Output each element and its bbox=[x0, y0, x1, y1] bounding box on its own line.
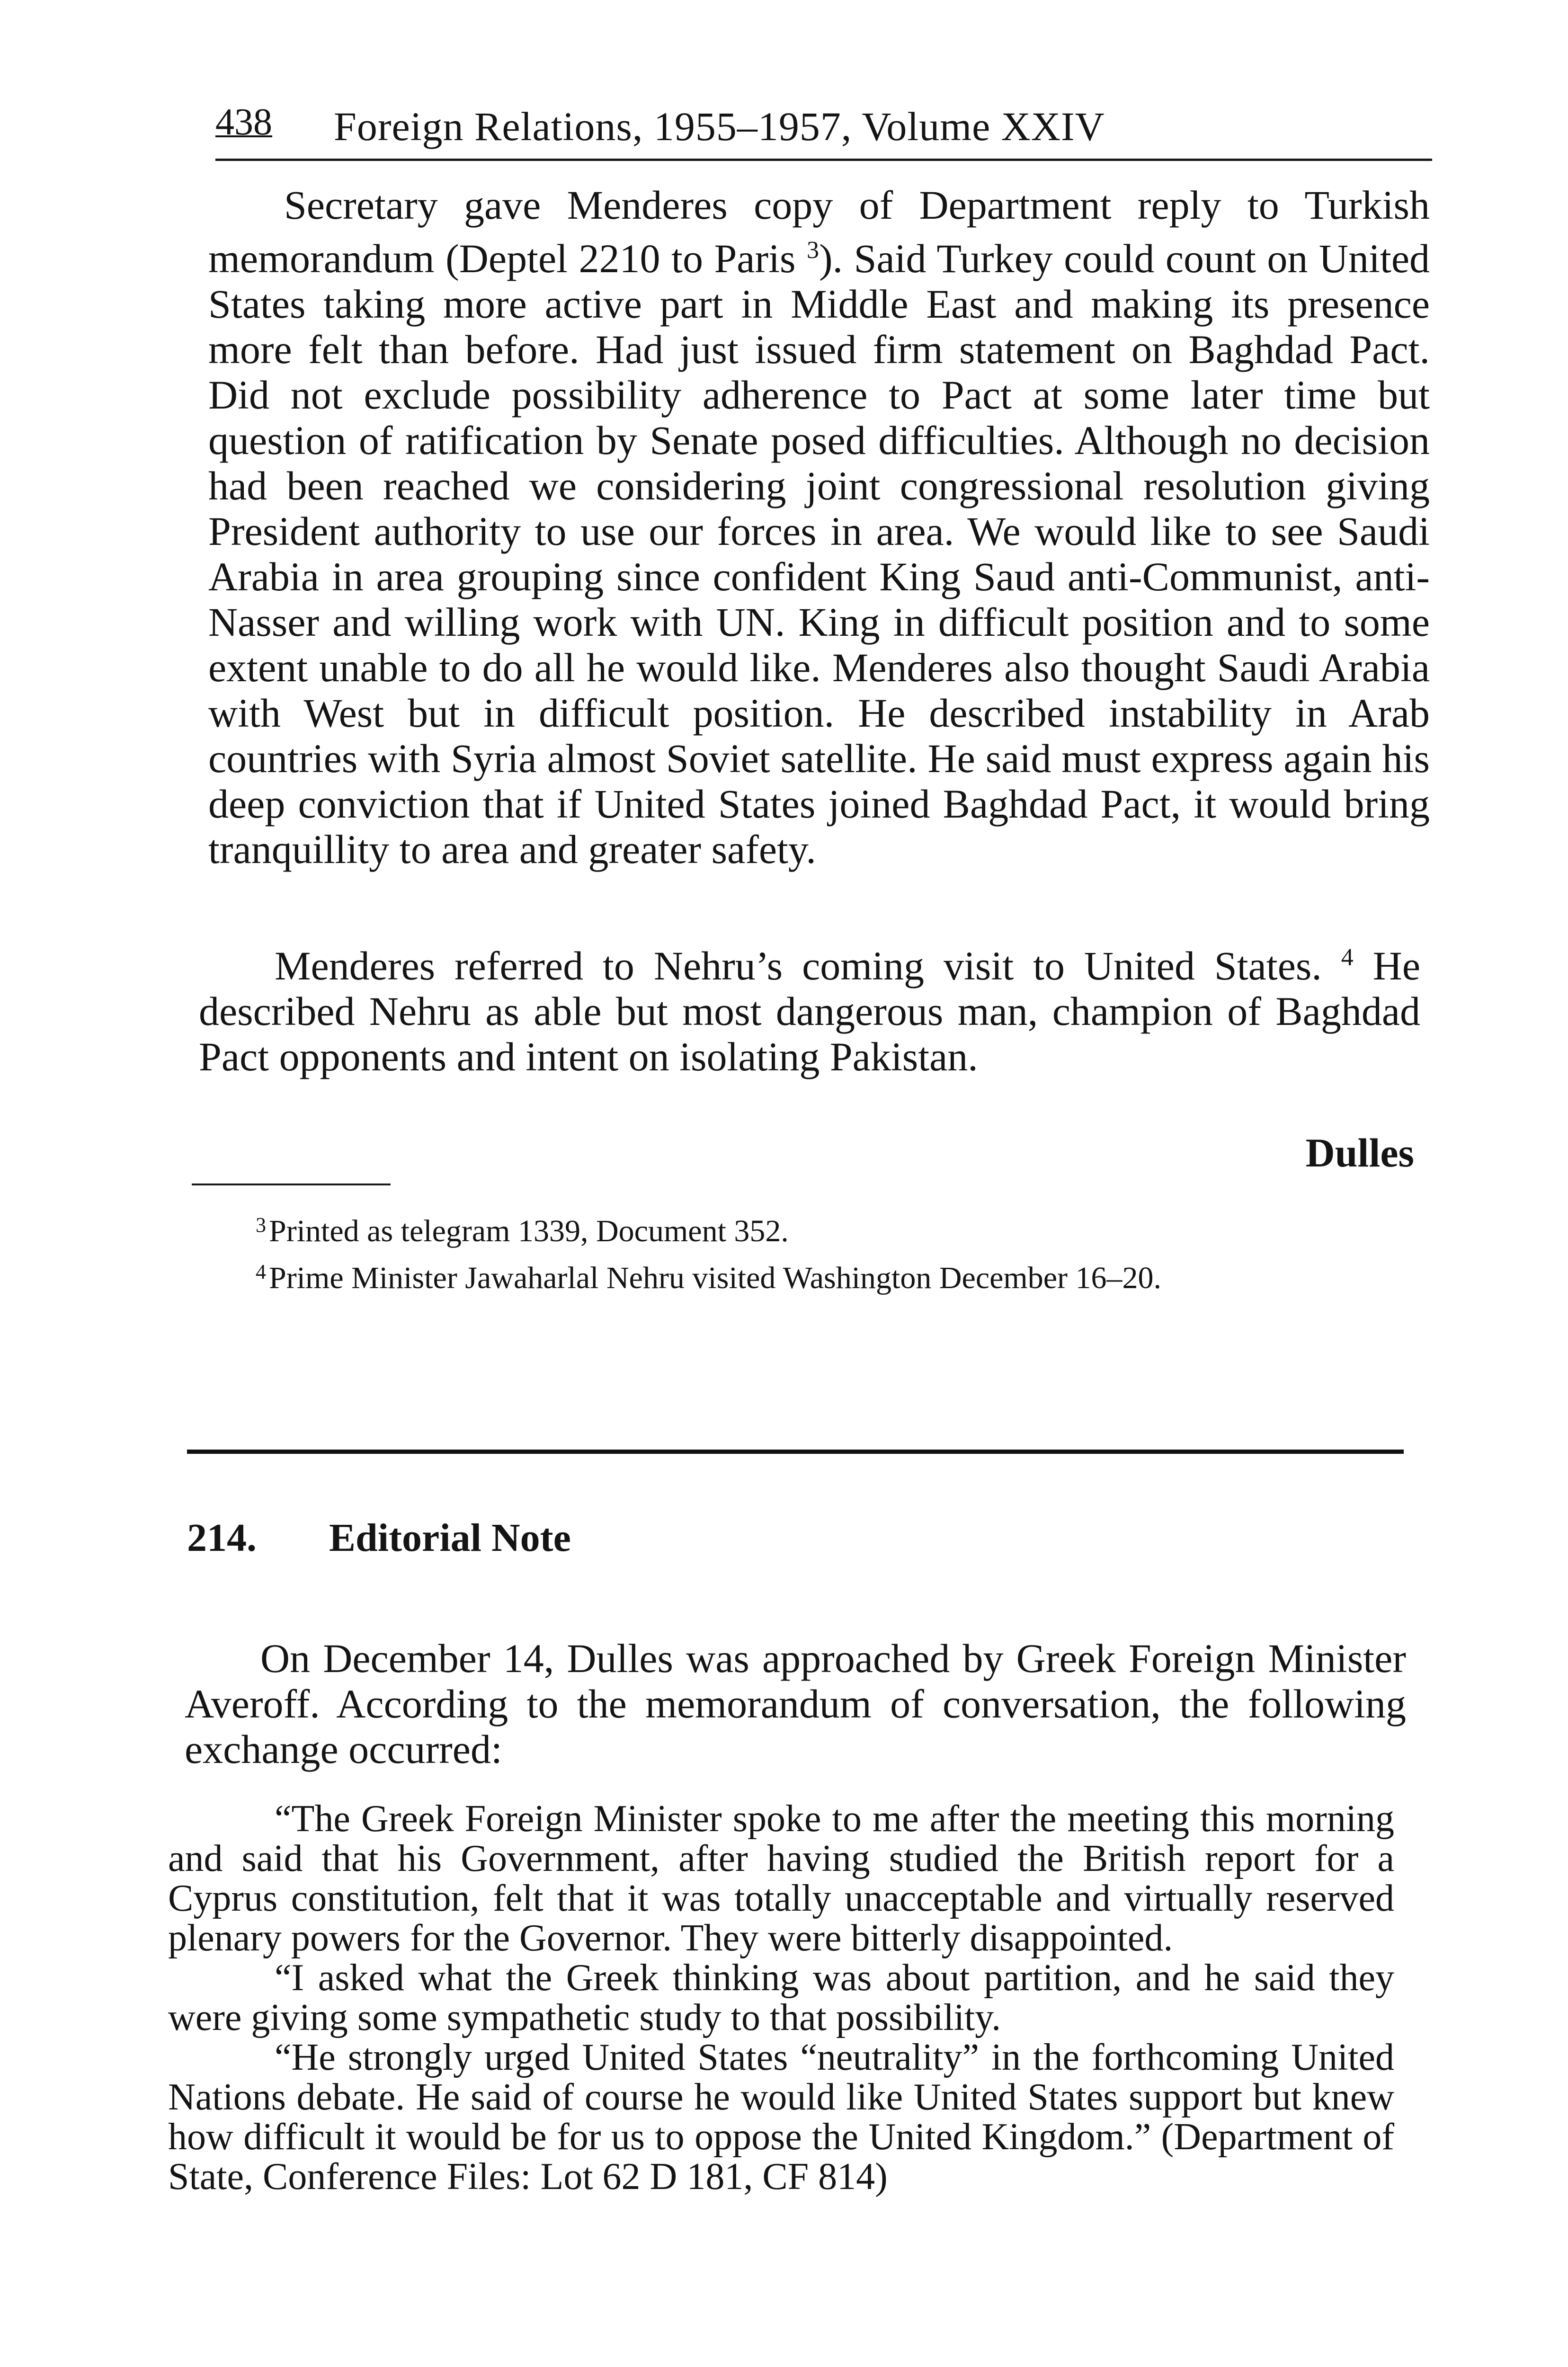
body-paragraph-2 bbox=[199, 935, 1420, 1079]
section-divider bbox=[187, 1450, 1404, 1454]
editorial-intro bbox=[185, 1636, 1406, 1772]
footnote-divider bbox=[192, 1184, 391, 1185]
footnote-marker: 4 bbox=[256, 1260, 266, 1283]
footnote-ref-3: 3 bbox=[806, 237, 819, 264]
paragraph-text: He described Nehru as able but most dangerous man, champion of Baghdad Pact opponents and intent on isolating Pakistan. bbox=[199, 943, 1420, 1079]
signature: Dulles bbox=[1305, 1130, 1414, 1175]
footnote-text: Prime Minister Jawaharlal Nehru visited Washington December 16–20. bbox=[269, 1261, 1162, 1295]
body-paragraph-1 bbox=[208, 182, 1430, 872]
footnote bbox=[256, 1205, 1392, 1252]
running-head bbox=[215, 92, 1432, 161]
paragraph-text: ). Said Turkey could count on United States taking more active part in Middle East and making its presence more felt than before. Had just issued firm statement on Baghdad Pact. Did not exclude possibility adherence to Pact at some later time but question of ratification by Senate posed difficulties. Although no decision had been reached we considering joint congressional resolution giving President authority to use our forces in area. We would like to see Saudi Arabia in area grouping since confident King Saud anti-Communist, anti-Nasser and willing work with UN. King in difficult position and to some extent unable to do all he would like. Menderes also thought Saudi Arabia with West but in difficult position. He described instability in Arab countries with Syria almost Soviet satellite. He said must express again his deep conviction that if United States joined Baghdad Pact, it would bring tranquillity to area and greater safety. bbox=[208, 236, 1430, 872]
quote-paragraph: “I asked what the Greek thinking was about partition, and he said they were giving some sympathetic study to that possibility. bbox=[168, 1957, 1394, 2038]
volume-title: Foreign Relations, 1955–1957, Volume XXIV bbox=[334, 104, 1105, 149]
footnotes bbox=[256, 1205, 1392, 1299]
quote-paragraph: “He strongly urged United States “neutrality” in the forthcoming United Nations debate. He said of course he would like United States support but knew how difficult it would be for us to oppose the United Kingdom.” (Department of State, Conference Files: Lot 62 D 181, CF 814) bbox=[168, 2037, 1394, 2198]
section-title: Editorial Note bbox=[329, 1516, 571, 1560]
footnote bbox=[256, 1252, 1392, 1299]
quote-paragraph: “The Greek Foreign Minister spoke to me after the meeting this morning and said that his Government, after having studied the British report for a Cyprus constitution, felt that it was totally unacceptable and virtually reserved plenary powers for the Governor. They were bitterly disappointed. bbox=[168, 1798, 1394, 1959]
footnote-marker: 3 bbox=[256, 1213, 266, 1237]
footnote-text: Printed as telegram 1339, Document 352. bbox=[269, 1214, 789, 1248]
block-quote bbox=[168, 1799, 1394, 2197]
paragraph-text: Secretary gave Menderes copy of Department reply to Turkish memorandum (Deptel 2210 to Paris bbox=[208, 182, 1430, 281]
section-heading bbox=[187, 1515, 571, 1561]
paragraph-text: On December 14, Dulles was approached by Greek Foreign Minister Averoff. According to the memorandum of conversation, the following exchange occurred: bbox=[185, 1636, 1406, 1772]
section-number: 214. bbox=[187, 1516, 257, 1560]
page-number: 438 bbox=[215, 101, 272, 143]
paragraph-text: Menderes referred to Nehru’s coming visit to United States. bbox=[275, 943, 1341, 988]
footnote-ref-4: 4 bbox=[1341, 944, 1354, 971]
